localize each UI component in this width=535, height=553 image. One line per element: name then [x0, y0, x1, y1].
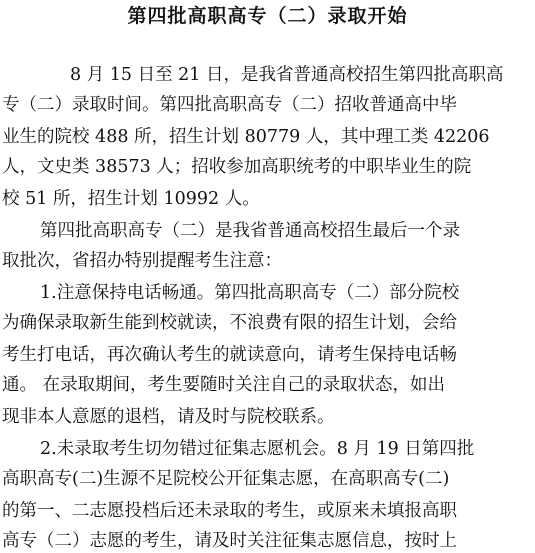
- article-line: 第四批高职高专（二）是我省普通高校招生最后一个录: [40, 221, 460, 241]
- article-line: 8 月 15 日至 21 日，是我省普通高校招生第四批高职高: [70, 65, 504, 85]
- article-line: 现非本人意愿的退档，请及时与院校联系。: [2, 407, 335, 427]
- article-title: 第四批高职高专（二）录取开始: [127, 5, 408, 27]
- article-line: 考生打电话，再次确认考生的就读意向，请考生保持电话畅: [2, 345, 457, 365]
- article-line: 业生的院校 488 所，招生计划 80779 人，其中理工类 42206: [2, 127, 490, 147]
- article-line: 人，文史类 38573 人；招收参加高职统考的中职毕业生的院: [2, 157, 472, 177]
- article-line: 专（二）录取时间。第四批高职高专（二）招收普通高中毕: [2, 95, 457, 115]
- article-line: 高专（二）志愿的考生，请及时关注征集志愿信息，按时上: [2, 531, 457, 551]
- article-line: 取批次，省招办特别提醒考生注意：: [2, 251, 282, 271]
- article-line: 通。 在录取期间，考生要随时关注自己的录取状态，如出: [2, 375, 446, 395]
- article-line: 的第一、二志愿投档后还未录取的考生，或原来未填报高职: [2, 501, 457, 521]
- article-line: 2.未录取考生切勿错过征集志愿机会。8 月 19 日第四批: [40, 439, 475, 459]
- article-line: 1.注意保持电话畅通。第四批高职高专（二）部分院校: [40, 283, 460, 303]
- article-line: 高职高专(二)生源不足院校公开征集志愿，在高职高专(二): [2, 469, 450, 489]
- article-line: 校 51 所，招生计划 10992 人。: [2, 189, 260, 209]
- article-line: 为确保录取新生能到校就读，不浪费有限的招生计划，会给: [2, 313, 457, 333]
